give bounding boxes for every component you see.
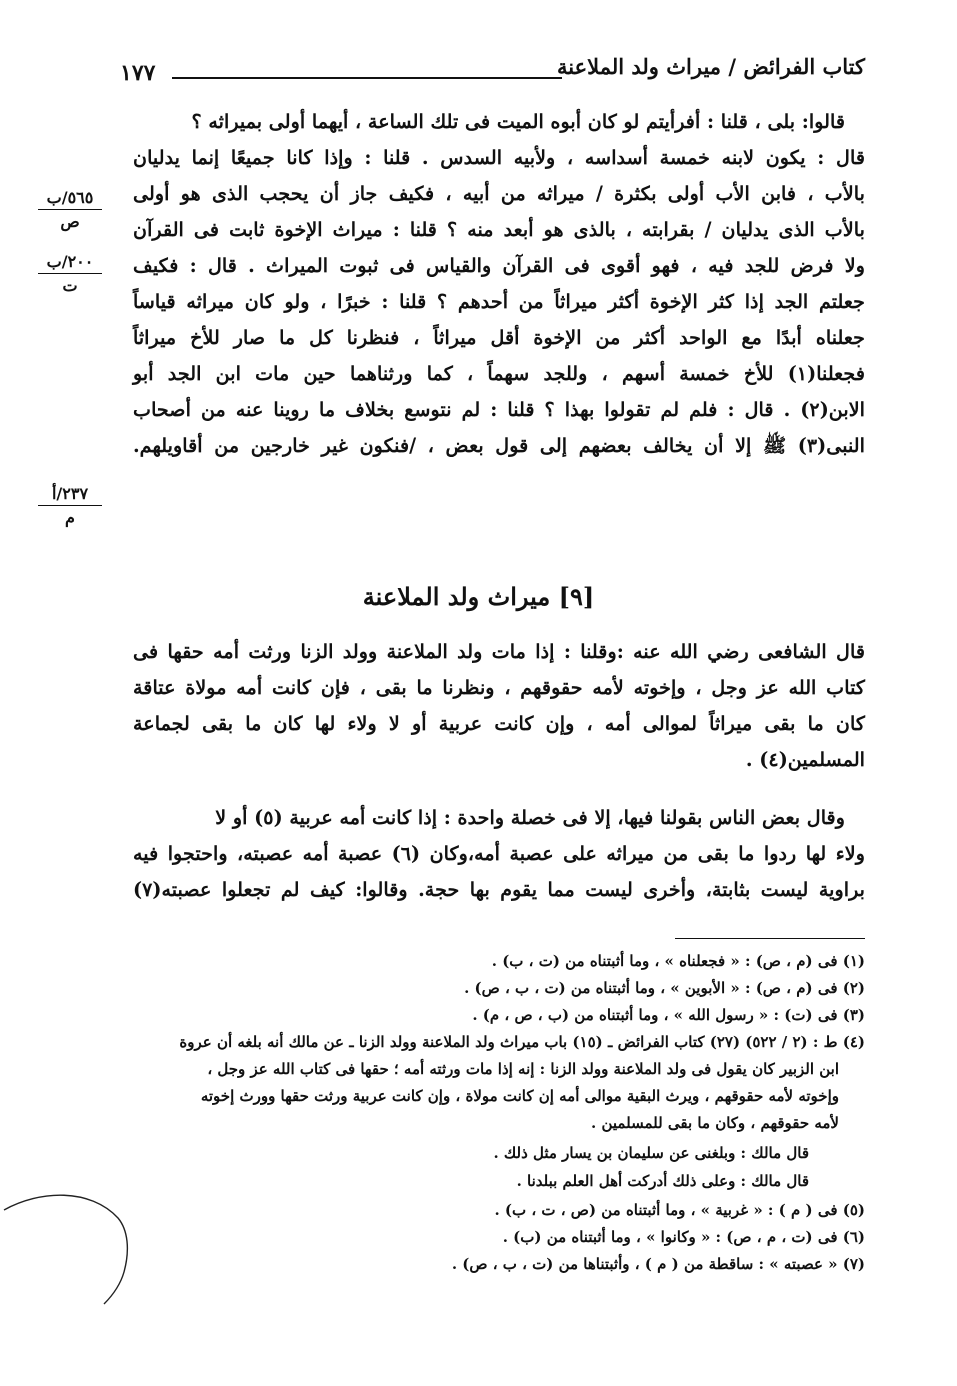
pencil-mark-drawing xyxy=(0,1180,140,1310)
footnote-rule xyxy=(675,938,865,939)
margin-reference xyxy=(34,252,106,295)
footnote: (٦) فى (ت ، م ، ص) : « وكانوا » ، وما أثبتناه من (ب) . xyxy=(502,1228,865,1246)
margin-ref-rule xyxy=(38,273,102,274)
footnote: قال مالك : وبلغنى عن سليمان بن يسار مثل ذلك . xyxy=(493,1144,809,1162)
footnote: لأمه حقوقهم ، وكان ما بقى للمسلمين . xyxy=(591,1114,839,1132)
footnote: (١) فى (م ، ص) : « فجعلناه » ، وما أثبتناه من (ت ، ب) . xyxy=(491,952,865,970)
footnote: (٣) فى (ت) : « رسول الله » ، وما أثبتناه من (ب ، ص ، م) . xyxy=(472,1006,865,1024)
footnote: قال مالك : وعلى ذلك أدركت أهل العلم ببلدنا . xyxy=(516,1172,809,1190)
text-line: الابن(٢) . قال : فلم لم تقولوا بهذا ؟ قلنا : لم نتوسع بخلاف ما روينا عنه من أصحاب xyxy=(133,398,865,421)
text-line: وقال بعض الناس بقولنا فيها، إلا فى خصلة واحدة : إذا كانت أمه عربية (٥) أو لا xyxy=(215,806,845,829)
margin-ref-folio: ٢٣٧/أ xyxy=(51,484,89,503)
margin-ref-siglum: م xyxy=(65,508,75,527)
text-line: جعلناه أبدًا مع الواحد أكثر من الإخوة أقل ميراثاً ، فنظرنا كل ما صار للأخ ميراثاً xyxy=(133,326,865,349)
text-line: كان ما بقى ميراثاً لموالى أمه ، وإن كانت عربية أو لا ولاء لها كان ما بقى لجماعة xyxy=(133,712,865,735)
margin-reference xyxy=(34,484,106,527)
text-line: ولا فرض للجد فيه ، فهو أقوى فى القرآن والقياس فى ثبوت الميراث . قال : فكيف xyxy=(133,254,865,277)
margin-ref-siglum: ص xyxy=(60,212,80,231)
text-line: قالوا: بلى ، قلنا : أفرأيتم لو كان أبوه الميت فى تلك الساعة ، أيهما أولى بميراثه ؟ xyxy=(191,110,845,133)
text-line: ولاء لها ردوا ما بقى من ميراثه على عصبة أمه،وكان (٦) عصبة أمه عصبته، واحتجوا فيه xyxy=(133,842,865,865)
text-line: جعلتم الجد إذا كثر الإخوة أكثر ميراثاً من أحدهم ؟ قلنا : خبرًا ، ولو كان ميراثه قياساً xyxy=(133,290,865,313)
margin-reference xyxy=(34,188,106,231)
header-rule xyxy=(172,77,562,79)
running-header-title: كتاب الفرائض / ميراث ولد الملاعنة xyxy=(557,54,865,79)
footnote: (٤) ط : (٢ / ٥٢٢) (٢٧) كتاب الفرائض ـ (١٥) باب ميراث ولد الملاعنة وولد الزنا ـ عن مالك أنه بلغه أن عروة xyxy=(179,1033,865,1051)
margin-ref-rule xyxy=(38,209,102,210)
footnote: (٢) فى (م ، ص) : « الأبوين » ، وما أثبتناه من (ت ، ب ، ص) . xyxy=(464,979,865,997)
margin-ref-siglum: ت xyxy=(62,276,78,295)
text-line: قال : يكون لابنه خمسة أسداسه ، ولأبيه السدس . قلنا : وإذا كانا جميعًا إنما يدليان xyxy=(133,146,865,169)
margin-ref-rule xyxy=(38,505,102,506)
text-line: كتاب الله عز وجل ، وإخوته لأمه حقوقهم ، ونظرنا ما بقى ، فإن كانت أمه مولاة عتاقة xyxy=(133,676,865,699)
text-line: بالأب الذى يدليان / بقرابته ، بالذى هو أبعد منه ؟ قلنا : ميراث الإخوة ثابت فى القرآن xyxy=(133,218,865,241)
text-line: النبى(٣) ﷺ إلا أن يخالف بعضهم إلى قول بعض ، /فنكون غير خارجين من أقاويلهم. xyxy=(133,434,865,457)
text-line: قال الشافعى رضي الله عنه :وقلنا : إذا مات ولد الملاعنة وولد الزنا ورثت أمه حقها فى xyxy=(133,640,865,663)
text-line: المسلمين(٤) . xyxy=(745,748,865,771)
margin-ref-folio: ٥٦٥/ب xyxy=(46,188,94,207)
margin-ref-folio: ٢٠٠/ب xyxy=(46,252,94,271)
text-line: فجعلنا(١) للأخ خمسة أسهم ، وللجد سهماً ، كما ورثناهما حين مات ابن الجد أبو xyxy=(133,362,865,385)
footnote: ابن الزبير كان يقول فى ولد الملاعنة وولد الزنا : إنه إذا مات ورثته أمه ؛ حقها فى كتاب الله عز وجل ، xyxy=(207,1060,839,1078)
footnote: (٧) « عصبته » : ساقطة من ( م ) ، وأثبتناها من (ت ، ب ، ص) . xyxy=(451,1255,865,1273)
footnote: (٥) فى ( م ) : « غربية » ، وما أثبتناه من (ص ، ت ، ب) . xyxy=(494,1201,865,1219)
text-line: براوية ليست بثابتة، وأخرى ليست مما يقوم بها حجة. وقالوا: كيف لم تجعلوا عصبته(٧) xyxy=(133,878,865,901)
footnote: وإخوته لأمه حقوقهم ، ويرث البقية موالى أمه إن كانت مولاة ، وإن كانت عربية ورثت حقها وورث إخوته xyxy=(200,1087,839,1105)
section-heading: [٩] ميراث ولد الملاعنة xyxy=(362,582,595,611)
text-line: بالأب ، فابن الأب أولى بكثرة / ميراثه من أبيه ، فكيف جاز أن يحجب الذى هو أولى xyxy=(133,182,865,205)
page-number: ١٧٧ xyxy=(120,60,156,86)
